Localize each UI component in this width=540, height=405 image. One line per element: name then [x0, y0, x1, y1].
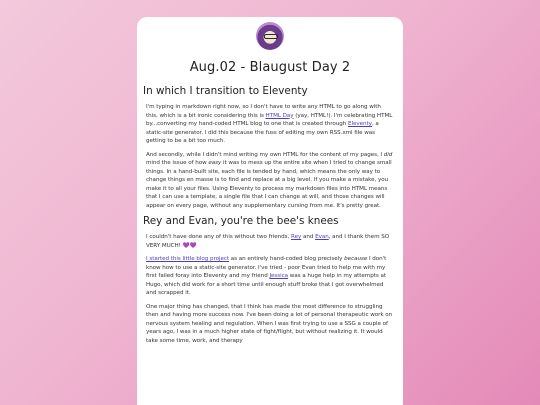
paragraph-3: I couldn't have done any of this without two friends, Rey and Evan, and I thank them SO VERY MUCH! 💜💜	[146, 234, 390, 249]
link-evan[interactable]: Evan	[315, 234, 329, 240]
paragraph-1: I'm typing in markdown right now, so I don't have to write any HTML to go along with this, which is a bit ironic considering this is HTML Day (yay, HTML!). I'm celebrating HTML by...converting my hand-coded HTML blog to one that is created through Eleventy, a static-site generator. I did this because the fuss of editing my own RSS.xml file was getting to be a bit too much.	[146, 104, 393, 144]
blog-post-card	[137, 17, 403, 405]
paragraph-4: I started this little blog project as an entirely hand-coded blog precisely because I don't know how to use a static-site generator. I've tried - poor Evan tried to help me with my first failed foray into Eleventy and my friend Jessica was a huge help in my attempts at Hugo, which did work for a short time until enough stuff broke that I got overwhelmed and scrapped it.	[146, 256, 387, 296]
purple-hearts-icon: 💜💜	[182, 242, 197, 249]
link-started-blog-project[interactable]: I started this little blog project	[146, 256, 230, 262]
avatar[interactable]	[256, 22, 284, 50]
link-jessica[interactable]: Jessica	[269, 273, 289, 279]
section-heading-friends: Rey and Evan, you're the bee's knees	[143, 215, 339, 227]
page-title: Aug.02 - Blaugust Day 2	[189, 60, 351, 75]
link-eleventy[interactable]: Eleventy	[348, 121, 372, 127]
link-html-day[interactable]: HTML Day	[265, 112, 294, 119]
paragraph-2: And secondly, while I didn't mind writing my own HTML for the content of my pages, I did mind the issue of how easy it was to mess up the entire site when I tried to change small things. In a hand-built site, each file is tended by hand, which means the only way to change things en masse is to find and replace at a big level. If you make a mistake, you make it to all your files. Using Eleventy to process my markdown files into HTML means that I can use a template, a single file that I can change at will, and those changes will appear on every page, without any supplementary cursing from me. It's pretty great.	[146, 151, 393, 209]
paragraph-5: One major thing has changed, that I think has made the most difference to struggling then and having more success now. I've been doing a lot of personal therapeutic work on nervous system healing and regulation. When I was first trying to use a SSG a couple of years ago, I was in a much higher state of fight/flight, but without realizing it. It would take some time, work, and therapy	[146, 303, 393, 344]
section-heading-eleventy: In which I transition to Eleventy	[143, 85, 308, 97]
link-rey[interactable]: Rey	[291, 234, 302, 240]
